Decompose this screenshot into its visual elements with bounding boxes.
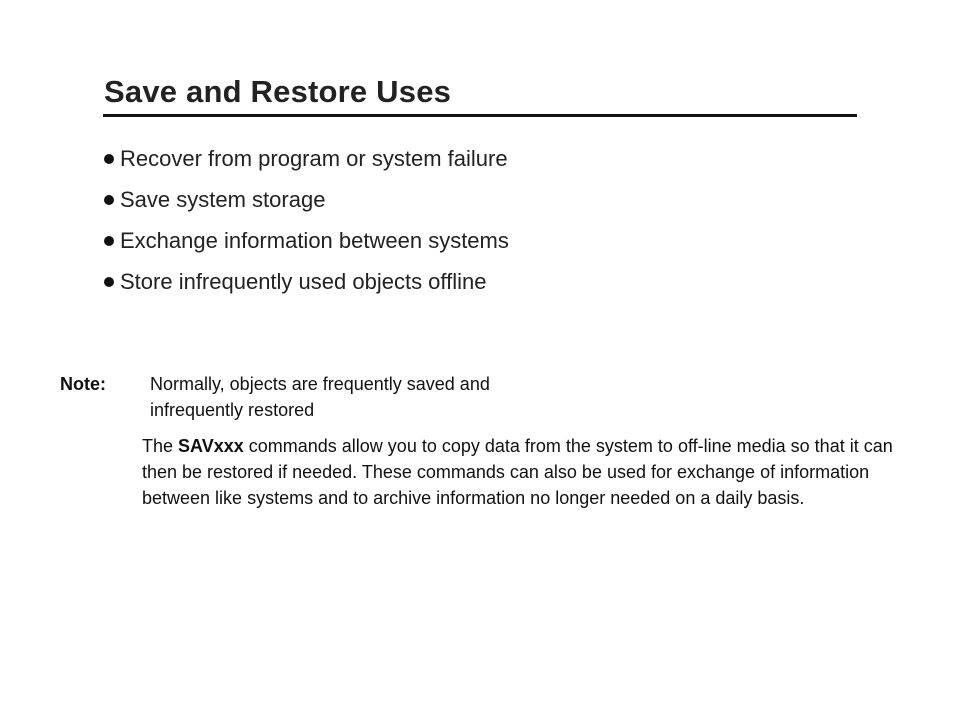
bullet-icon	[104, 236, 114, 246]
bullet-text: Exchange information between systems	[120, 227, 509, 253]
bullet-icon	[104, 277, 114, 287]
bullet-item	[104, 261, 509, 302]
page-title: Save and Restore Uses	[104, 74, 452, 109]
command-name: SAVxxx	[178, 436, 244, 456]
note-label: Note:	[60, 374, 106, 394]
note-text: Normally, objects are frequently saved and infrequently restored	[150, 374, 490, 420]
bullet-text: Recover from program or system failure	[120, 145, 508, 171]
bullet-item	[104, 179, 509, 220]
bullet-text: Save system storage	[120, 186, 326, 212]
bullet-list	[104, 138, 509, 302]
bullet-item	[104, 138, 509, 179]
description-prefix: The	[142, 436, 179, 456]
title-underline	[103, 114, 857, 117]
bullet-item	[104, 220, 509, 261]
bullet-icon	[104, 195, 114, 205]
description-paragraph	[142, 433, 922, 511]
bullet-icon	[104, 154, 114, 164]
description-body: commands allow you to copy data from the system to off-line media so that it can then be restored if needed. These commands can also be used for exchange of information between like systems and to archive information no longer needed on a daily basis.	[142, 436, 893, 508]
bullet-text: Store infrequently used objects offline	[120, 268, 487, 294]
